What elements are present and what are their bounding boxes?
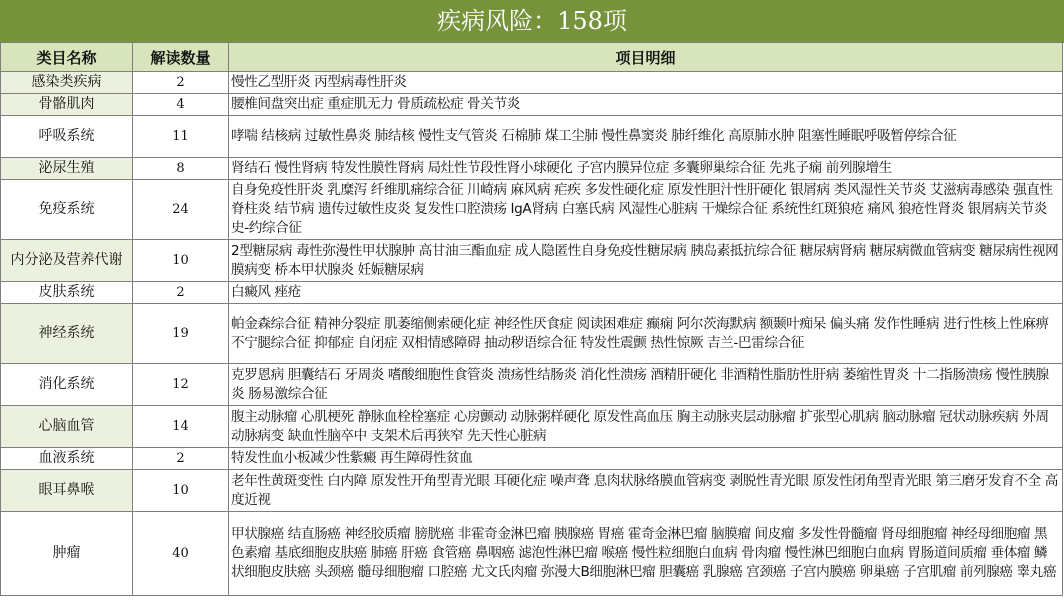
category-cell: 心脑血管 <box>1 406 133 448</box>
count-cell: 10 <box>133 240 229 282</box>
table-row <box>1 282 1063 304</box>
count-cell: 2 <box>133 282 229 304</box>
details-cell: 腹主动脉瘤 心肌梗死 静脉血栓栓塞症 心房颤动 动脉粥样硬化 原发性高血压 胸主动脉夹层动脉瘤 扩张型心肌病 脑动脉瘤 冠状动脉疾病 外周动脉病变 缺血性脑卒中 支架术后再狭窄 先天性心脏病 <box>229 406 1063 448</box>
count-cell: 2 <box>133 72 229 94</box>
category-cell: 呼吸系统 <box>1 116 133 158</box>
category-cell: 血液系统 <box>1 448 133 470</box>
header-row <box>1 43 1063 72</box>
category-cell: 皮肤系统 <box>1 282 133 304</box>
table-row <box>1 406 1063 448</box>
table-row <box>1 512 1063 596</box>
count-cell: 12 <box>133 364 229 406</box>
table-row <box>1 448 1063 470</box>
details-cell: 慢性乙型肝炎 丙型病毒性肝炎 <box>229 72 1063 94</box>
count-cell: 10 <box>133 470 229 512</box>
details-cell: 2型糖尿病 毒性弥漫性甲状腺肿 高甘油三酯血症 成人隐匿性自身免疫性糖尿病 胰岛素抵抗综合征 糖尿病肾病 糖尿病微血管病变 糖尿病性视网膜病变 桥本甲状腺炎 妊娠糖尿病 <box>229 240 1063 282</box>
details-cell: 老年性黄斑变性 白内障 原发性开角型青光眼 耳硬化症 噪声聋 息肉状脉络膜血管病变 剥脱性青光眼 原发性闭角型青光眼 第三磨牙发育不全 高度近视 <box>229 470 1063 512</box>
category-cell: 感染类疾病 <box>1 72 133 94</box>
details-cell: 帕金森综合征 精神分裂症 肌萎缩侧索硬化症 神经性厌食症 阅读困难症 癫痫 阿尔茨海默病 额颞叶痴呆 偏头痛 发作性睡病 进行性核上性麻痹 不宁腿综合征 抑郁症 自闭症 双相情感障碍 抽动秽语综合征 特发性震颤 热性惊厥 吉兰-巴雷综合征 <box>229 304 1063 364</box>
details-cell: 肾结石 慢性肾病 特发性膜性肾病 局灶性节段性肾小球硬化 子宫内膜异位症 多囊卵巢综合征 先兆子痫 前列腺增生 <box>229 158 1063 180</box>
count-cell: 19 <box>133 304 229 364</box>
count-cell: 14 <box>133 406 229 448</box>
details-cell: 白癜风 痤疮 <box>229 282 1063 304</box>
details-cell: 甲状腺癌 结直肠癌 神经胶质瘤 膀胱癌 非霍奇金淋巴瘤 胰腺癌 胃癌 霍奇金淋巴瘤 脑膜瘤 间皮瘤 多发性骨髓瘤 肾母细胞瘤 神经母细胞瘤 黑色素瘤 基底细胞皮肤癌 肺癌 肝癌 食管癌 鼻咽癌 滤泡性淋巴瘤 喉癌 慢性粒细胞白血病 骨肉瘤 慢性淋巴细胞白血病 胃肠道间质瘤 垂体瘤 鳞状细胞皮肤癌 头颈癌 髓母细胞瘤 口腔癌 尤文氏肉瘤 弥漫大B细胞淋巴瘤 胆囊癌 乳腺癌 宫颈癌 子宫内膜癌 卵巢癌 子宫肌瘤 前列腺癌 睾丸癌 <box>229 512 1063 596</box>
risk-table <box>0 42 1063 596</box>
count-cell: 24 <box>133 180 229 240</box>
category-cell: 肿瘤 <box>1 512 133 596</box>
sheet-title: 疾病风险：158项 <box>0 0 1064 43</box>
table-row <box>1 304 1063 364</box>
count-cell: 11 <box>133 116 229 158</box>
category-cell: 免疫系统 <box>1 180 133 240</box>
details-cell: 自身免疫性肝炎 乳糜泻 纤维肌痛综合征 川崎病 麻风病 疟疾 多发性硬化症 原发性胆汁性肝硬化 银屑病 类风湿性关节炎 艾滋病毒感染 强直性脊柱炎 结节病 遗传过敏性皮炎 复发性口腔溃疡 IgA肾病 白塞氏病 风湿性心脏病 干燥综合征 系统性红斑狼疮 痛风 狼疮性肾炎 银屑病关节炎 史-约综合征 <box>229 180 1063 240</box>
details-cell: 特发性血小板减少性紫癜 再生障碍性贫血 <box>229 448 1063 470</box>
table-row <box>1 116 1063 158</box>
category-cell: 骨骼肌肉 <box>1 94 133 116</box>
header-count: 解读数量 <box>133 43 229 72</box>
category-cell: 内分泌及营养代谢 <box>1 240 133 282</box>
table-row <box>1 180 1063 240</box>
category-cell: 泌尿生殖 <box>1 158 133 180</box>
table-row <box>1 240 1063 282</box>
header-details: 项目明细 <box>229 43 1063 72</box>
count-cell: 4 <box>133 94 229 116</box>
category-cell: 神经系统 <box>1 304 133 364</box>
details-cell: 哮喘 结核病 过敏性鼻炎 肺结核 慢性支气管炎 石棉肺 煤工尘肺 慢性鼻窦炎 肺纤维化 高原肺水肿 阻塞性睡眠呼吸暂停综合征 <box>229 116 1063 158</box>
details-cell: 腰椎间盘突出症 重症肌无力 骨质疏松症 骨关节炎 <box>229 94 1063 116</box>
count-cell: 8 <box>133 158 229 180</box>
category-cell: 消化系统 <box>1 364 133 406</box>
table-row <box>1 94 1063 116</box>
table-row <box>1 158 1063 180</box>
table-row <box>1 470 1063 512</box>
count-cell: 2 <box>133 448 229 470</box>
table-row <box>1 364 1063 406</box>
table-row <box>1 72 1063 94</box>
header-category: 类目名称 <box>1 43 133 72</box>
count-cell: 40 <box>133 512 229 596</box>
category-cell: 眼耳鼻喉 <box>1 470 133 512</box>
details-cell: 克罗恩病 胆囊结石 牙周炎 嗜酸细胞性食管炎 溃疡性结肠炎 消化性溃疡 酒精肝硬化 非酒精性脂肪性肝病 萎缩性胃炎 十二指肠溃疡 慢性胰腺炎 肠易激综合征 <box>229 364 1063 406</box>
